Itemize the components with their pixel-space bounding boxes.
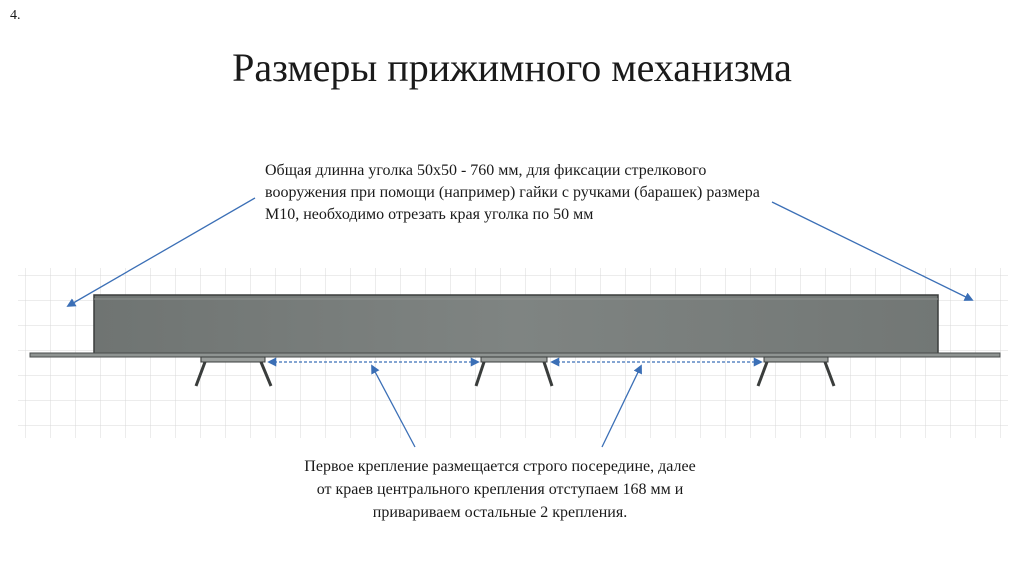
top-note: Общая длинна уголка 50х50 - 760 мм, для фиксации стрелкового вооружения при помощи (например) гайки с ручками (барашек) размера М10, необходимо отрезать края уголка по 50 мм bbox=[265, 162, 760, 223]
base-plate bbox=[30, 353, 1000, 357]
steel-angle bbox=[94, 295, 938, 355]
slide-number: 4. bbox=[10, 8, 21, 23]
page-title: Размеры прижимного механизма bbox=[232, 45, 792, 90]
bottom-note: Первое крепление размещается строго посередине, далее от краев центрального крепления отступаем 168 мм и привариваем остальные 2 крепления. bbox=[304, 458, 696, 521]
